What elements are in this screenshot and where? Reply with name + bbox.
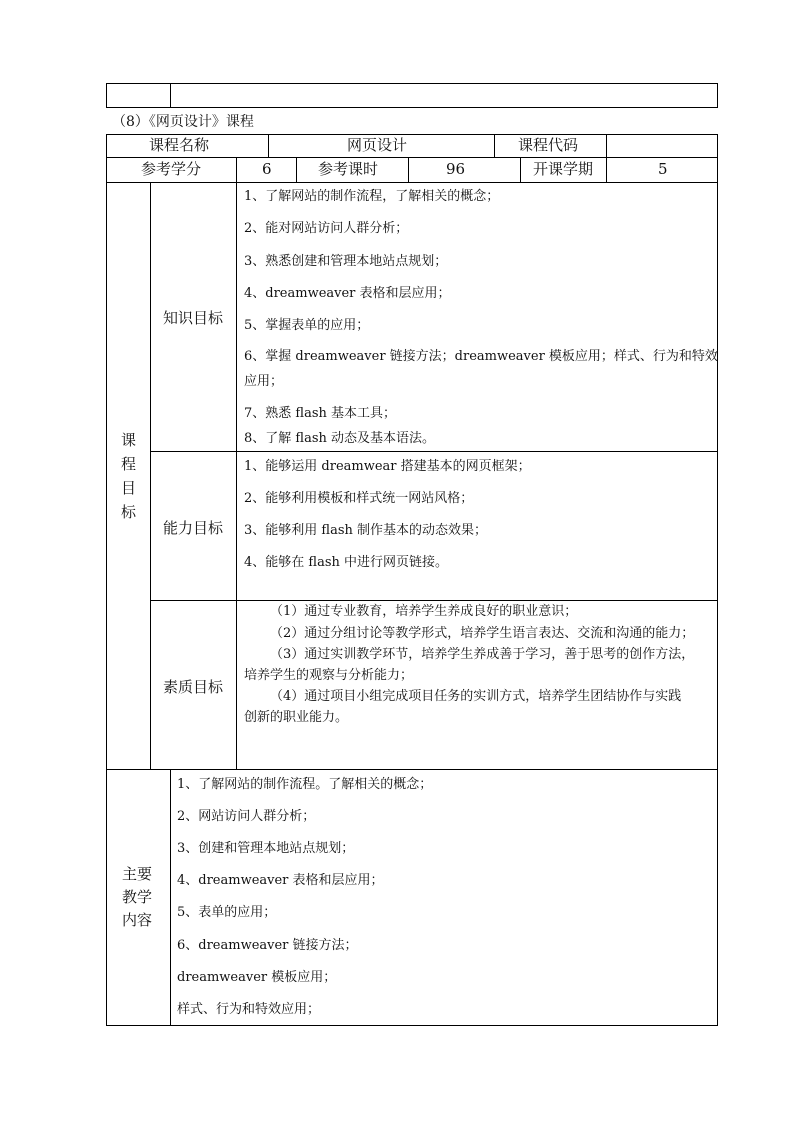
list-item: 1、了解网站的制作流程，了解相关的概念；	[244, 189, 500, 204]
list-item: 3、熟悉创建和管理本地站点规划；	[244, 254, 448, 269]
list-item: 6、掌握 dreamweaver 链接方法；dreamweaver 模板应用；样式、行为和特效	[244, 349, 718, 364]
list-item: 2、网站访问人群分析；	[177, 809, 316, 824]
list-item: 1、能够运用 dreamwear 搭建基本的网页框架；	[244, 459, 531, 474]
ability-goals-label: 能力目标	[163, 519, 224, 537]
list-item: 5、表单的应用；	[177, 905, 277, 920]
list-item: 5、掌握表单的应用；	[244, 318, 370, 333]
course-name-value: 网页设计	[347, 136, 408, 154]
list-item: 3、创建和管理本地站点规划；	[177, 841, 355, 856]
credits-value: 6	[262, 160, 272, 178]
list-item: 创新的职业能力。	[244, 710, 349, 725]
hours-value: 96	[446, 160, 466, 178]
list-item: 8、了解 flash 动态及基本语法。	[244, 431, 436, 446]
list-item: （3）通过实训教学环节，培养学生养成善于学习，善于思考的创作方法，	[270, 647, 695, 662]
section-caption: （8）《网页设计》课程	[112, 114, 254, 130]
list-item: 4、dreamweaver 表格和层应用；	[244, 286, 451, 301]
term-value: 5	[658, 160, 668, 178]
course-code-label: 课程代码	[518, 136, 579, 154]
list-item: 样式、行为和特效应用；	[177, 1002, 321, 1017]
list-item: （2）通过分组讨论等教学形式，培养学生语言表达、交流和沟通的能力；	[270, 626, 695, 641]
knowledge-goals-label: 知识目标	[163, 309, 224, 327]
list-item: dreamweaver 模板应用；	[177, 970, 337, 985]
list-item: 培养学生的观察与分析能力；	[244, 668, 414, 683]
list-item: 2、能够利用模板和样式统一网站风格；	[244, 491, 474, 506]
list-item: 2、能对网站访问人群分析；	[244, 221, 409, 236]
list-item: 4、能够在 flash 中进行网页链接。	[244, 555, 449, 570]
credits-label: 参考学分	[141, 160, 202, 178]
course-name-label: 课程名称	[149, 136, 210, 154]
term-label: 开课学期	[533, 160, 594, 178]
list-item: （1）通过专业教育，培养学生养成良好的职业意识；	[270, 604, 578, 619]
hours-label: 参考课时	[318, 160, 379, 178]
list-item: （4）通过项目小组完成项目任务的实训方式，培养学生团结协作与实践	[270, 689, 682, 704]
list-item: 3、能够利用 flash 制作基本的动态效果；	[244, 523, 488, 538]
list-item: 7、熟悉 flash 基本工具；	[244, 406, 397, 421]
list-item: 6、dreamweaver 链接方法；	[177, 938, 358, 953]
list-item: 4、dreamweaver 表格和层应用；	[177, 873, 384, 888]
list-item: 1、了解网站的制作流程。了解相关的概念；	[177, 777, 433, 792]
quality-goals-label: 素质目标	[163, 678, 224, 696]
list-item: 应用；	[244, 374, 284, 389]
